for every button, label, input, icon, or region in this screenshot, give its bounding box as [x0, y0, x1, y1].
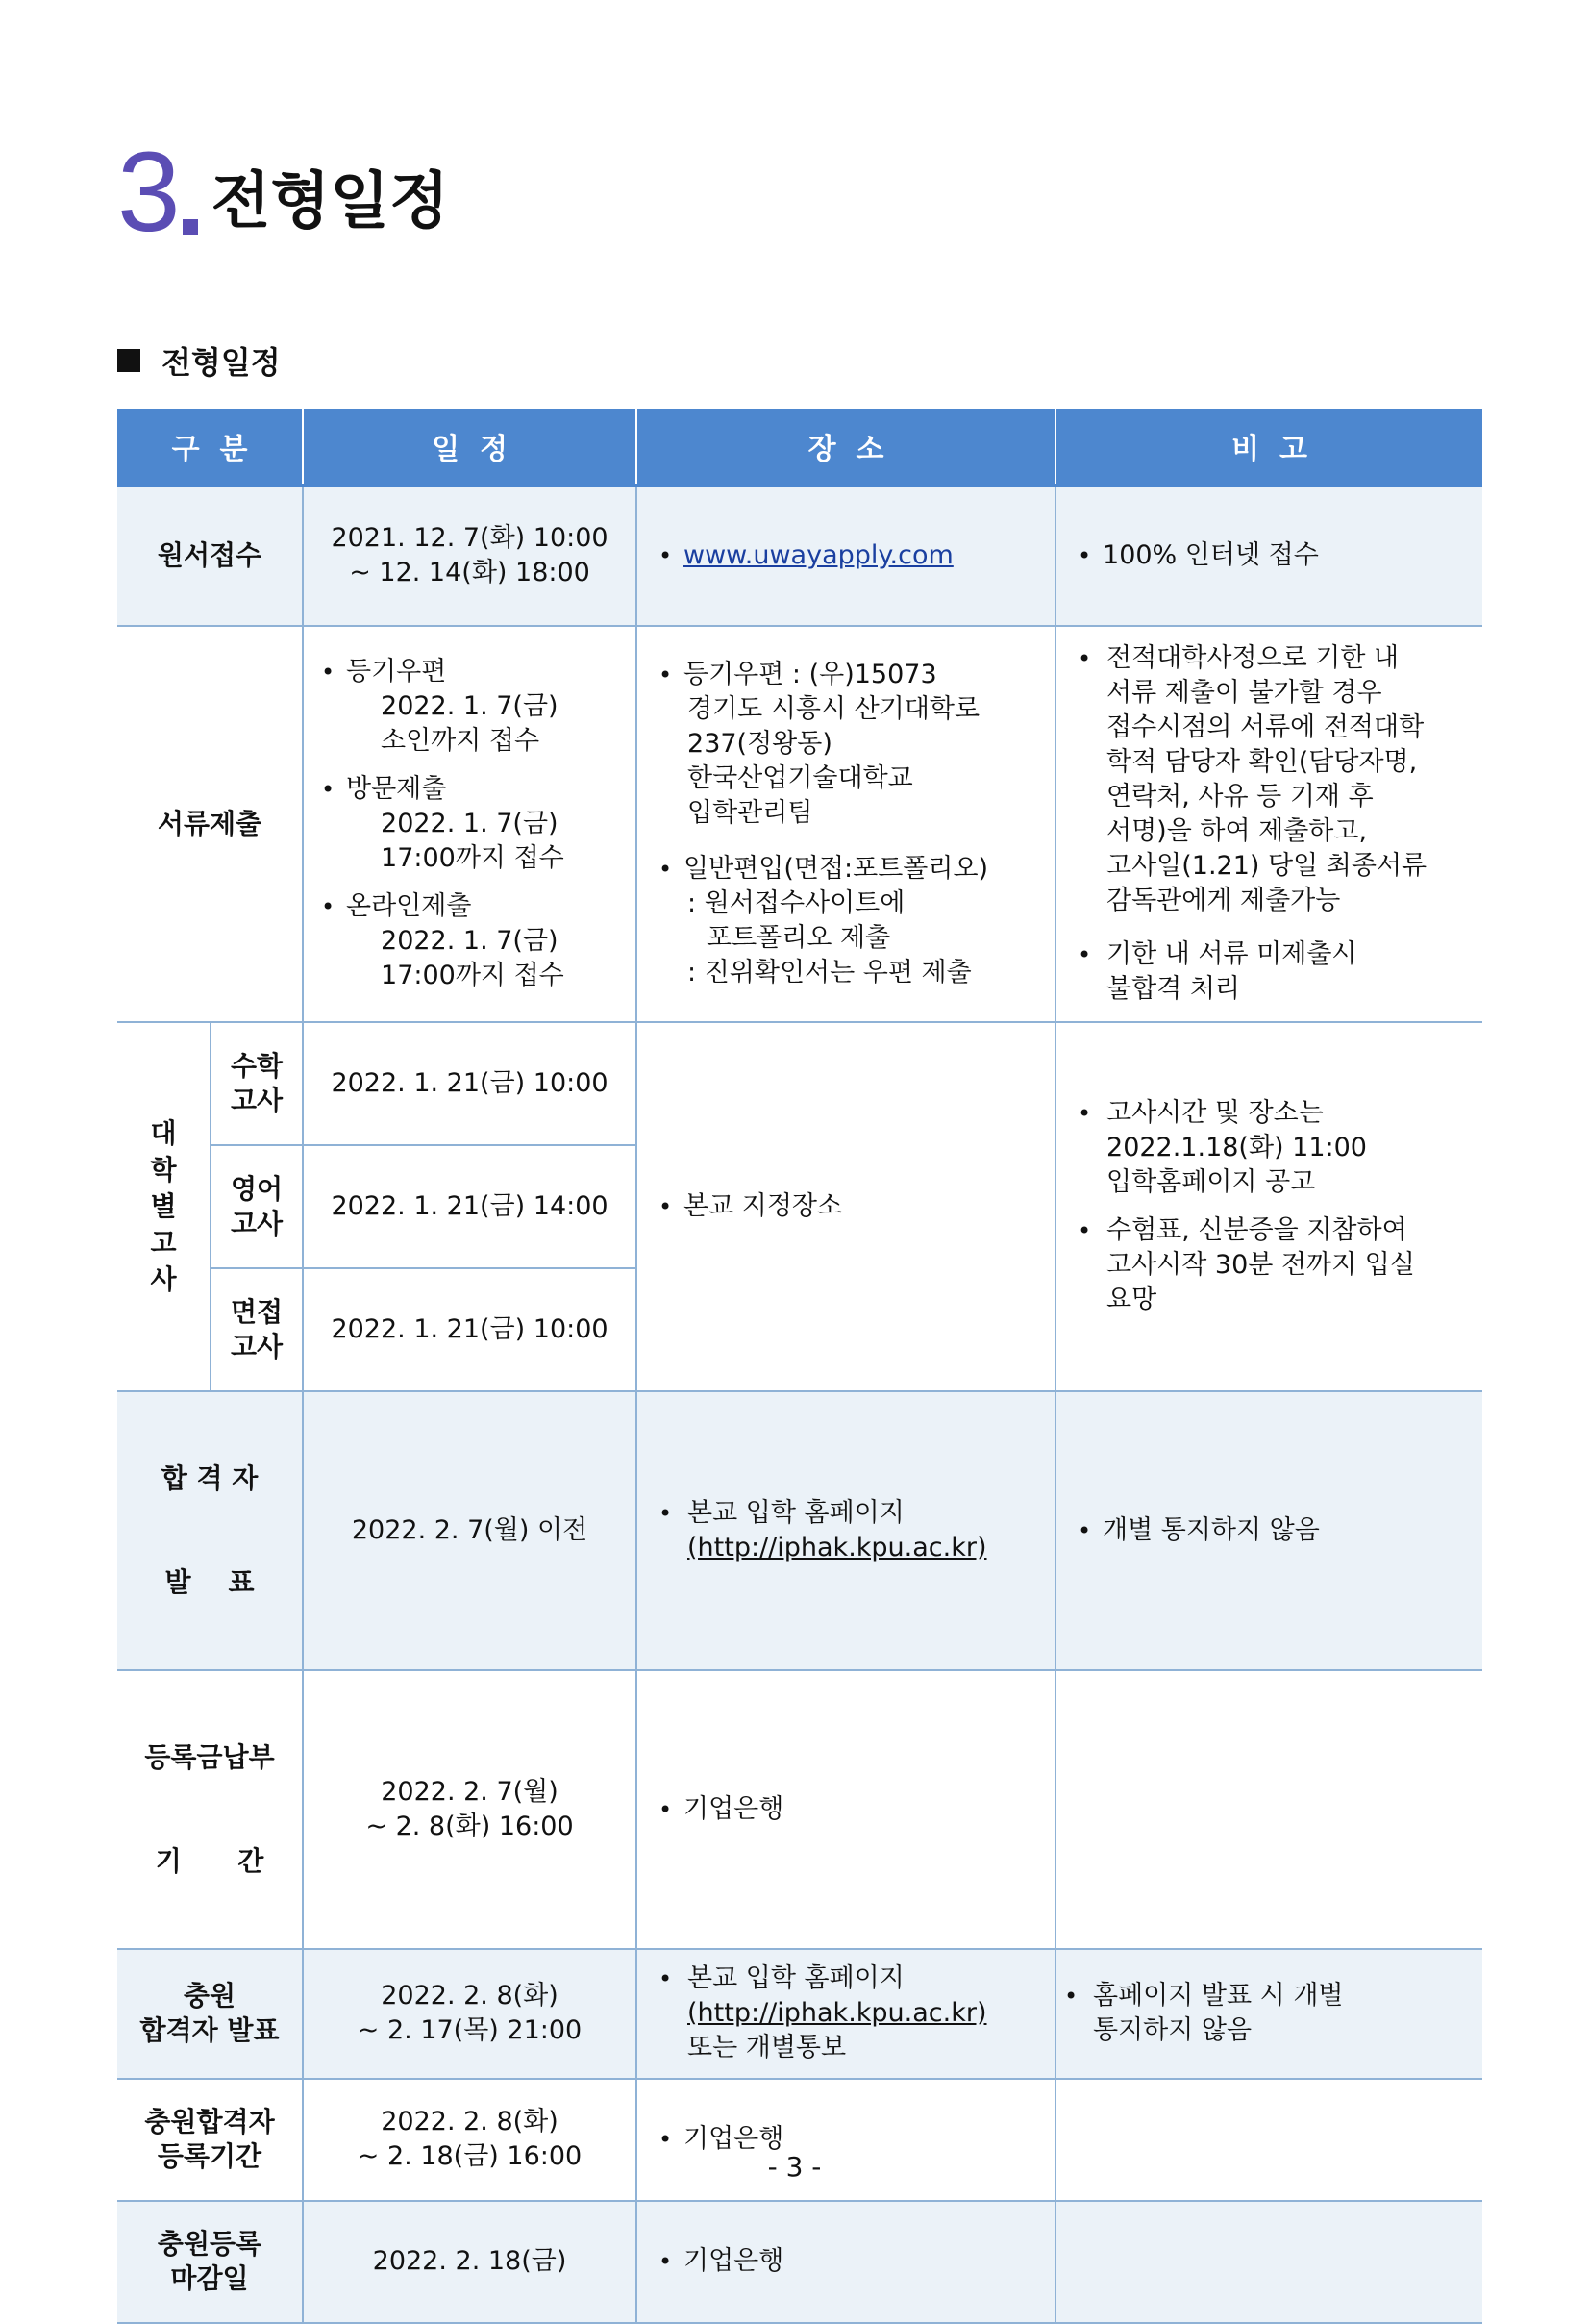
label-line: 합격자 발표 [139, 2014, 280, 2046]
subheading [117, 338, 281, 383]
item-line: 2022.1.18(화) 11:00 [1106, 1132, 1367, 1162]
list-item: • 본교 지정장소 [658, 1189, 1041, 1224]
row-label [211, 1145, 303, 1268]
row-note [1055, 2201, 1482, 2323]
row-place [636, 2201, 1055, 2323]
item-line: 통지하지 않음 [1093, 2015, 1253, 2045]
header-place: 장 소 [636, 409, 1055, 486]
label-line: 고사 [230, 1207, 284, 1239]
date-line: 2021. 12. 7(화) 10:00 [331, 522, 608, 553]
item-line: 불합격 처리 [1106, 973, 1241, 1004]
list-item [658, 852, 1041, 990]
table-header-row [117, 409, 1482, 486]
item-line: 17:00까지 접수 [381, 842, 564, 873]
vertical-char: 대 [150, 1116, 177, 1149]
exam-group-label [117, 1022, 211, 1391]
homepage-link[interactable]: (http://iphak.kpu.ac.kr) [687, 1998, 987, 2028]
item-line: • 본교 입학 홈페이지 [687, 1963, 905, 1993]
item-line: 학적 담당자 확인(담당자명, [1106, 746, 1418, 777]
row-place [636, 1022, 1055, 1391]
section-heading [117, 129, 449, 256]
vertical-char: 학 [150, 1153, 177, 1186]
row-date [303, 1949, 636, 2079]
list-item [658, 538, 1041, 573]
item-line: 감독관에게 제출가능 [1106, 885, 1341, 915]
date-line: ~ 12. 14(화) 18:00 [349, 557, 590, 587]
list-item [1078, 641, 1469, 918]
item-title: 온라인제출 [346, 890, 472, 921]
item-line: 포트폴리오 제출 [707, 922, 891, 953]
label-line: 면접 [230, 1295, 284, 1328]
vertical-char: 별 [150, 1189, 177, 1222]
vertical-char: 사 [150, 1262, 177, 1295]
date-line: ~ 2. 8(화) 16:00 [365, 1811, 574, 1841]
label-line: 마감일 [170, 2262, 249, 2294]
item-line: 서류 제출이 불가할 경우 [1106, 677, 1382, 708]
item-line: 입학관리팀 [687, 797, 813, 828]
page-number: - 3 - [767, 2151, 822, 2183]
list-item [1078, 1096, 1469, 1200]
item-line: 또는 개별통보 [687, 2033, 847, 2062]
list-item: • 100% 인터넷 접수 [1078, 538, 1469, 573]
date-line: 2022. 2. 8(화) [381, 2107, 559, 2137]
list-item [321, 889, 622, 993]
item-line: 입학홈페이지 공고 [1106, 1166, 1316, 1197]
row-date [303, 1670, 636, 1949]
row-note [1055, 1949, 1482, 2079]
table-row-announce [117, 1391, 1482, 1670]
label-line: 합 격 자 [161, 1462, 259, 1494]
row-note [1055, 1391, 1482, 1670]
item-line: • 수험표, 신분증을 지참하여 [1106, 1214, 1407, 1245]
row-note [1055, 1670, 1482, 1949]
item-line: 소인까지 접수 [381, 725, 540, 756]
header-note: 비 고 [1055, 409, 1482, 486]
row-label: 원서접수 [117, 486, 303, 626]
item-title: 등기우편 [346, 656, 447, 687]
row-date: 2022. 1. 21(금) 10:00 [303, 1268, 636, 1391]
row-place [636, 626, 1055, 1022]
subheading-text: 전형일정 [161, 344, 281, 381]
label-line: 영어 [230, 1172, 284, 1205]
label-line: 발 표 [164, 1565, 255, 1598]
label-line: 고사 [230, 1084, 284, 1116]
table-row-waitlist [117, 1949, 1482, 2079]
list-item: • 기업은행 [658, 1792, 1041, 1827]
label-line: 기 간 [155, 1844, 264, 1877]
item-title: 일반편입(면접:포트폴리오) [683, 853, 989, 884]
section-title: 전형일정 [211, 166, 449, 237]
table-row-registration-deadline [117, 2201, 1482, 2323]
row-label [211, 1268, 303, 1391]
row-place [636, 1670, 1055, 1949]
list-item [1078, 937, 1469, 1007]
item-line: • 전적대학사정으로 기한 내 [1106, 642, 1400, 673]
item-line: 2022. 1. 7(금) [381, 808, 559, 838]
vertical-char: 고 [150, 1226, 177, 1259]
item-line: 연락처, 사유 등 기재 후 [1106, 781, 1374, 812]
row-place [636, 1391, 1055, 1670]
list-item [658, 1496, 1041, 1565]
item-line: • 고사시간 및 장소는 [1106, 1097, 1324, 1128]
homepage-link[interactable]: (http://iphak.kpu.ac.kr) [687, 1532, 987, 1562]
date-line: 2022. 2. 8(화) [381, 1981, 559, 2011]
item-line: • 본교 입학 홈페이지 [687, 1497, 905, 1528]
item-line: • 기한 내 서류 미제출시 [1106, 938, 1357, 969]
label-line: 등록금납부 [144, 1740, 275, 1773]
item-line: 17:00까지 접수 [381, 960, 564, 990]
row-note [1055, 1022, 1482, 1391]
row-note [1055, 626, 1482, 1022]
item-line: 2022. 1. 7(금) [381, 925, 559, 956]
item-line: 고사시작 30분 전까지 입실 [1106, 1249, 1415, 1280]
row-date: 2022. 1. 21(금) 10:00 [303, 1022, 636, 1145]
item-line: 접수시점의 서류에 전적대학 [1106, 712, 1425, 742]
row-label: 서류제출 [117, 626, 303, 1022]
table-row-exam-math [117, 1022, 1482, 1145]
label-line: 고사 [230, 1330, 284, 1362]
list-item [1078, 1213, 1469, 1317]
label-line: 등록기간 [157, 2140, 262, 2172]
table-row-payment [117, 1670, 1482, 1949]
square-bullet-icon [117, 349, 140, 372]
item-line: 경기도 시흥시 산기대학로 [687, 693, 981, 724]
list-item [658, 1962, 1041, 2065]
list-item [1064, 1979, 1469, 2048]
date-line: ~ 2. 18(금) 16:00 [357, 2141, 583, 2171]
header-category: 구 분 [117, 409, 303, 486]
item-line: 요망 [1106, 1284, 1157, 1314]
item-line: 2022. 1. 7(금) [381, 690, 559, 721]
section-number-dot [183, 219, 198, 235]
row-label [117, 2201, 303, 2323]
table-row-docs [117, 626, 1482, 1022]
item-line: 서명)을 하여 제출하고, [1106, 815, 1368, 846]
row-date: 2022. 2. 18(금) [303, 2201, 636, 2323]
date-line: 2022. 2. 7(월) [381, 1776, 559, 1807]
row-note [1055, 486, 1482, 626]
row-date [303, 486, 636, 626]
header-schedule: 일 정 [303, 409, 636, 486]
row-label [117, 1670, 303, 1949]
list-item: • 기업은행 [658, 2244, 1041, 2279]
item-line: • 홈페이지 발표 시 개별 [1093, 1981, 1344, 2011]
item-line: 고사일(1.21) 당일 최종서류 [1106, 850, 1428, 881]
schedule-table [117, 409, 1482, 2324]
item-line: 한국산업기술대학교 [687, 762, 913, 793]
row-place [636, 1949, 1055, 2079]
item-line: : 원서접수사이트에 [687, 887, 906, 918]
row-date: 2022. 1. 21(금) 14:00 [303, 1145, 636, 1268]
row-label [117, 1949, 303, 2079]
section-number: 3 [117, 129, 179, 256]
row-label [117, 1391, 303, 1670]
item-line: 237(정왕동) [687, 728, 832, 759]
list-item: • 기업은행 [658, 2122, 1041, 2157]
row-date: 2022. 2. 7(월) 이전 [303, 1391, 636, 1670]
list-item [321, 655, 622, 759]
row-place [636, 486, 1055, 626]
apply-site-link[interactable]: www.uwayapply.com [683, 539, 954, 570]
list-item [658, 658, 1041, 831]
row-label [211, 1022, 303, 1145]
item-title: 등기우편 : (우)15073 [683, 659, 937, 689]
list-item [321, 772, 622, 876]
date-line: ~ 2. 17(목) 21:00 [357, 2015, 583, 2045]
label-line: 충원합격자 [144, 2106, 275, 2137]
table-row-apply [117, 486, 1482, 626]
item-title: 방문제출 [346, 773, 447, 804]
label-line: 충원 [183, 1980, 236, 2012]
label-line: 충원등록 [157, 2228, 262, 2260]
row-date [303, 626, 636, 1022]
item-line: : 진위확인서는 우편 제출 [687, 957, 972, 987]
label-line: 수학 [230, 1049, 284, 1082]
list-item: • 개별 통지하지 않음 [1078, 1513, 1469, 1548]
